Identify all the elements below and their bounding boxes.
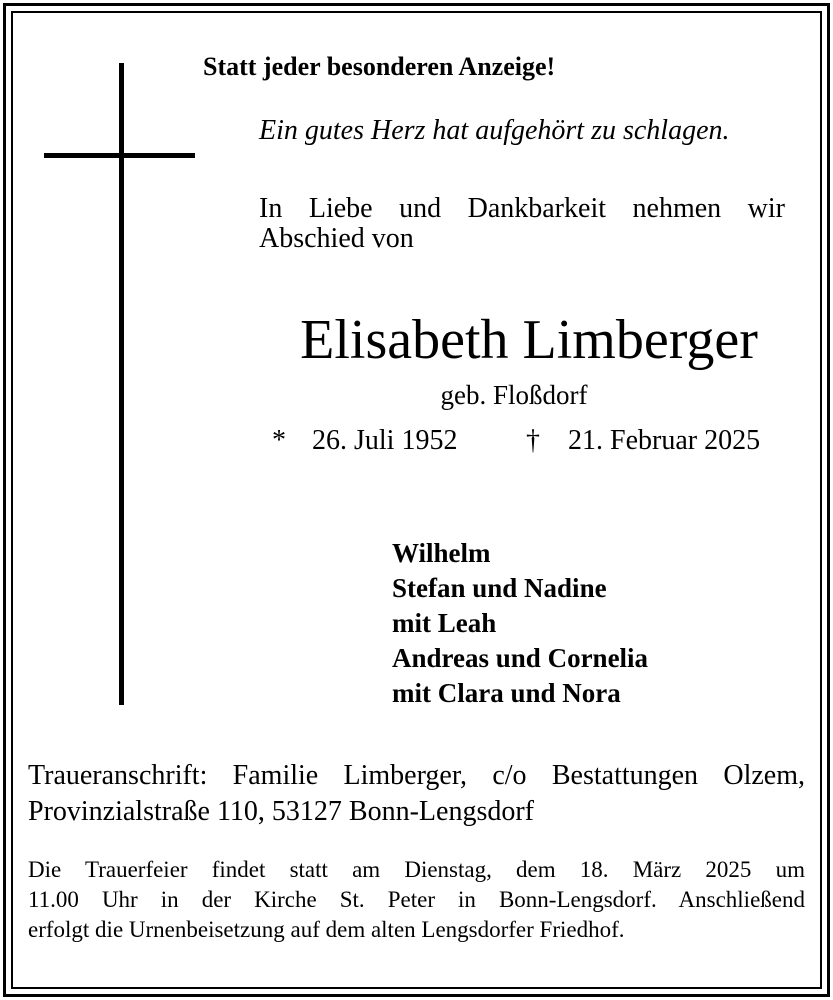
- headline: Statt jeder besonderen Anzeige!: [203, 52, 556, 81]
- intro-line: Abschied von: [259, 223, 414, 254]
- quote: Ein gutes Herz hat aufgehört zu schlagen.: [259, 115, 730, 146]
- family-member: Andreas und Cornelia: [392, 643, 649, 673]
- family-member: Wilhelm: [392, 538, 491, 568]
- mourning-address: [28, 758, 805, 830]
- family-member: mit Clara und Nora: [392, 678, 621, 708]
- star-icon: *: [272, 425, 286, 456]
- ceremony-line: 11.00 Uhr in der Kirche St. Peter in Bonn-Lengsdorf. Anschließend: [28, 887, 805, 912]
- birth-date-line: [272, 425, 457, 457]
- birth-date: 26. Juli 1952: [312, 425, 458, 456]
- family-list: [392, 536, 648, 711]
- address-line: Provinzialstraße 110, 53127 Bonn-Lengsdorf: [28, 796, 534, 827]
- death-date-line: [526, 425, 760, 457]
- birth-name: geb. Floßdorf: [440, 380, 588, 410]
- death-date: 21. Februar 2025: [568, 425, 761, 456]
- family-member: Stefan und Nadine: [392, 573, 607, 603]
- address-line: Traueranschrift: Familie Limberger, c/o Bestattungen Olzem,: [28, 760, 805, 791]
- intro-text: [259, 194, 785, 254]
- ceremony-line: erfolgt die Urnenbeisetzung auf dem alten Lengsdorfer Friedhof.: [28, 917, 625, 942]
- ceremony-info: [28, 855, 805, 945]
- deceased-name: Elisabeth Limberger: [300, 309, 758, 371]
- ceremony-line: Die Trauerfeier findet statt am Dienstag, dem 18. März 2025 um: [28, 857, 805, 882]
- family-member: mit Leah: [392, 608, 497, 638]
- intro-line: In Liebe und Dankbarkeit nehmen wir: [259, 193, 785, 224]
- dagger-icon: †: [526, 425, 540, 456]
- cross-icon-horizontal-beam: [44, 153, 195, 158]
- cross-icon-vertical-beam: [119, 63, 124, 705]
